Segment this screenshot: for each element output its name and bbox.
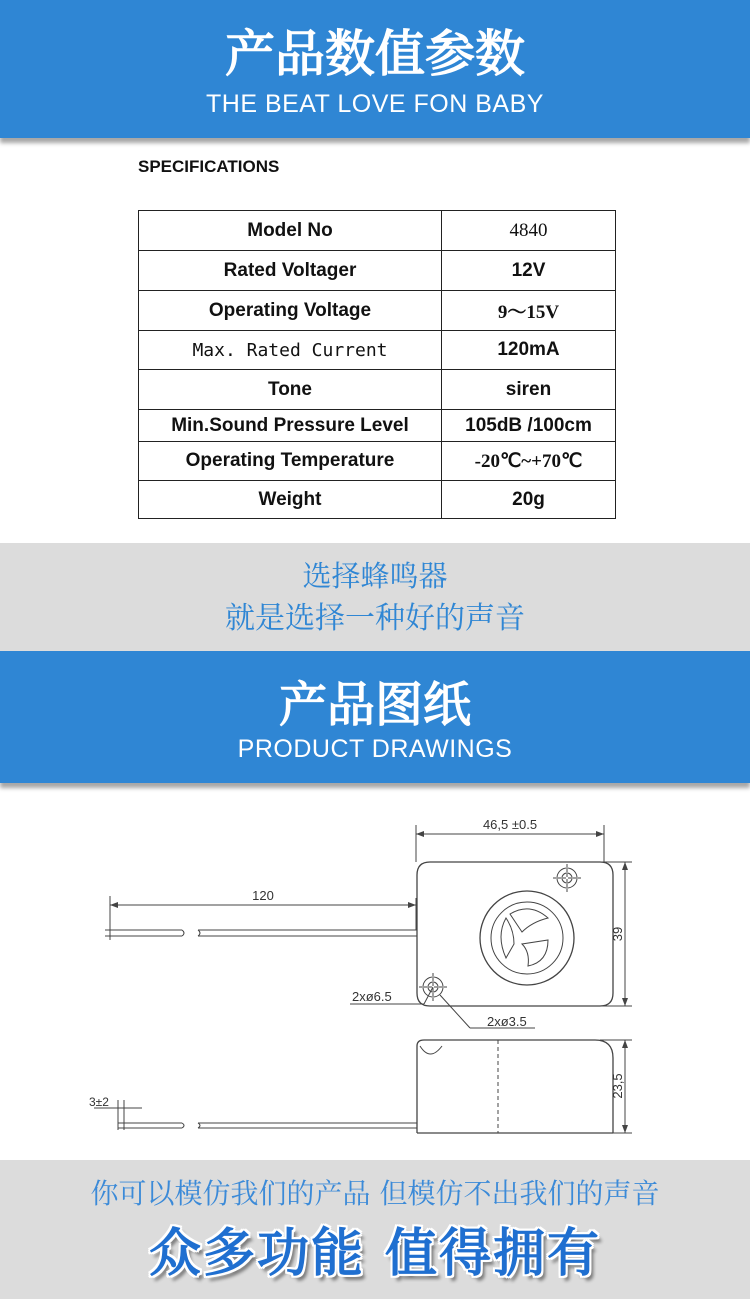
hole-large-label: 2xø6.5 [352, 989, 392, 1004]
slogan-line-2: 就是选择一种好的声音 [225, 601, 525, 636]
header-banner [0, 0, 750, 138]
buzzer-body-top-view [417, 862, 613, 1006]
header-subtitle: THE BEAT LOVE FON BABY [206, 90, 544, 118]
sound-slot [501, 918, 514, 958]
specifications-heading: SPECIFICATIONS [138, 157, 280, 176]
header-title: 产品数值参数 [225, 25, 525, 83]
break-mark [198, 930, 200, 936]
arrowhead [408, 902, 416, 908]
spec-value: 120mA [442, 331, 616, 370]
spec-value: siren [442, 370, 616, 410]
strip-label: 3±2 [89, 1095, 109, 1109]
spec-label: Min.Sound Pressure Level [139, 410, 442, 442]
sound-port-inner [491, 902, 563, 974]
table-row [139, 211, 616, 251]
wire-exit-notch [420, 1046, 442, 1054]
spec-value: -20℃~+70℃ [442, 442, 616, 481]
table-row [139, 481, 616, 519]
table-row [139, 410, 616, 442]
leader-line [440, 995, 470, 1028]
thickness-label: 23,5 [610, 1073, 625, 1099]
arrowhead [416, 831, 424, 837]
arrowhead [622, 1125, 628, 1133]
spec-label: Max. Rated Current [139, 331, 442, 370]
arrowhead [622, 998, 628, 1006]
spec-value: 4840 [442, 211, 616, 251]
spec-value: 9～15V [442, 291, 616, 331]
sound-slot [522, 940, 548, 966]
arrowhead [622, 862, 628, 870]
break-mark [198, 1123, 200, 1128]
hole-small-label: 2xø3.5 [487, 1014, 527, 1029]
drawings-banner [0, 651, 750, 783]
spec-value: 12V [442, 251, 616, 291]
slogan-line-1: 选择蜂鸣器 [302, 559, 448, 593]
footer-line-2: 众多功能 值得拥有 [148, 1224, 602, 1284]
drawings-subtitle: PRODUCT DRAWINGS [237, 735, 513, 763]
arrowhead [110, 902, 118, 908]
sound-slot [510, 909, 548, 932]
spec-label: Weight [139, 481, 442, 519]
spec-label: Operating Temperature [139, 442, 442, 481]
footer-line-1: 你可以模仿我们的产品 但模仿不出我们的声音 [90, 1177, 660, 1210]
height-label: 39 [610, 926, 625, 942]
spec-label: Rated Voltager [139, 251, 442, 291]
table-row [139, 291, 616, 331]
spec-label: Operating Voltage [139, 291, 442, 331]
wire-length-label: 120 [252, 888, 274, 903]
specifications-table [138, 210, 616, 519]
drawings-title: 产品图纸 [278, 677, 471, 733]
spec-value: 20g [442, 481, 616, 519]
sound-port-outer [480, 891, 574, 985]
spec-label: Model No [139, 211, 442, 251]
spec-label: Tone [139, 370, 442, 410]
table-row [139, 251, 616, 291]
arrowhead [622, 1040, 628, 1048]
width-label: 46,5 ±0.5 [482, 817, 538, 832]
arrowhead [596, 831, 604, 837]
table-row [139, 370, 616, 410]
buzzer-body-side-view [417, 1040, 613, 1133]
spec-value: 105dB /100cm [442, 410, 616, 442]
slogan-band [0, 543, 750, 651]
table-row [139, 442, 616, 481]
footer-band [0, 1160, 750, 1299]
table-row [139, 331, 616, 370]
product-drawing [0, 790, 750, 1160]
